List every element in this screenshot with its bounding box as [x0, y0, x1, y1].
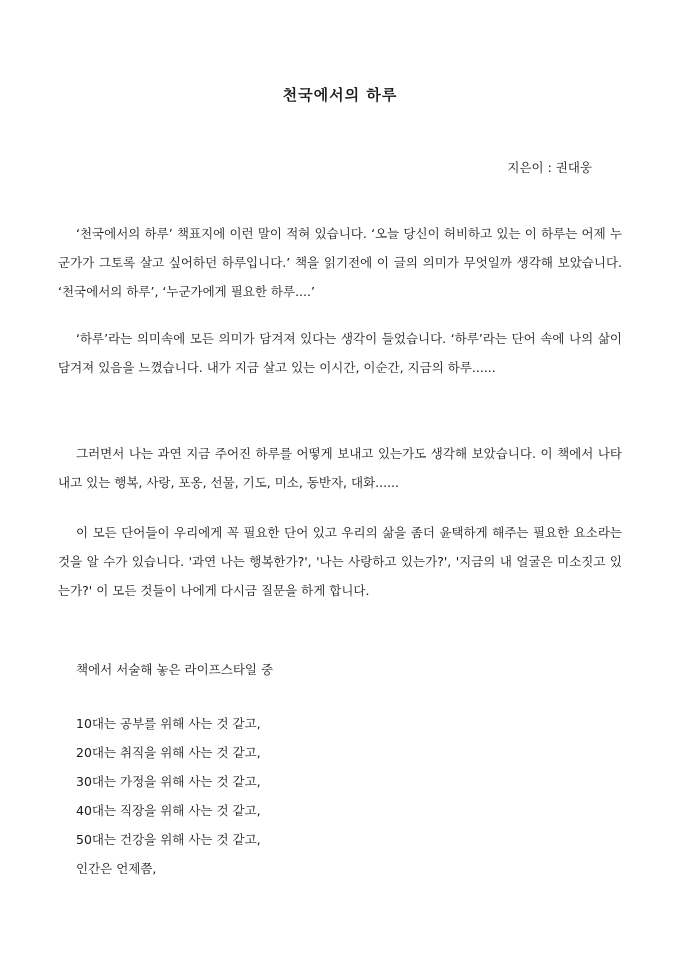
paragraph-book-cover-quote: ‘천국에서의 하루’ 책표지에 이런 말이 적혀 있습니다. ‘오늘 당신이 허비하고 있는 이 하루는 어제 누군가가 그토록 살고 싶어하던 하루입니다.’ 책을 읽기전에 이 글의 의미가 무엇일까 생각해 보았습니다. ‘천국에서의 하루’, ‘누군가에게 필요한 하루....’	[58, 226, 622, 299]
list-item: 인간은 언제쯤,	[76, 861, 157, 876]
paragraph-keywords: 그러면서 나는 과연 지금 주어진 하루를 어떻게 보내고 있는가도 생각해 보았습니다. 이 책에서 나타내고 있는 행복, 사랑, 포옹, 선물, 기도, 미소, 동반자, 대화......	[58, 446, 622, 490]
list-item: 50대는 건강을 위해 사는 것 같고,	[76, 832, 261, 847]
list-item: 30대는 가정을 위해 사는 것 같고,	[76, 774, 261, 789]
paragraph-lifestyle-intro: 책에서 서술해 놓은 라이프스타일 중	[76, 662, 274, 677]
lifestyle-list	[76, 709, 261, 883]
document-title: 천국에서의 하루	[282, 86, 398, 104]
list-item: 20대는 취직을 위해 사는 것 같고,	[76, 745, 261, 760]
paragraph-questions: 이 모든 단어들이 우리에게 꼭 필요한 단어 있고 우리의 삶을 좀더 윤택하게 해주는 필요한 요소라는 것을 알 수가 있습니다. '과연 나는 행복한가?', '나는 사랑하고 있는가?', '지금의 내 얼굴은 미소짓고 있는가?' 이 모든 것들이 나에게 다시금 질문을 하게 합니다.	[58, 525, 622, 598]
list-item: 40대는 직장을 위해 사는 것 같고,	[76, 803, 261, 818]
paragraph-meaning-of-day: ‘하루’라는 의미속에 모든 의미가 담겨져 있다는 생각이 들었습니다. ‘하루’라는 단어 속에 나의 삶이 담겨져 있음을 느꼈습니다. 내가 지금 살고 있는 이시간, 이순간, 지금의 하루......	[58, 331, 622, 375]
author-line: 지은이 : 권대웅	[507, 160, 592, 175]
list-item: 10대는 공부를 위해 사는 것 같고,	[76, 716, 261, 731]
